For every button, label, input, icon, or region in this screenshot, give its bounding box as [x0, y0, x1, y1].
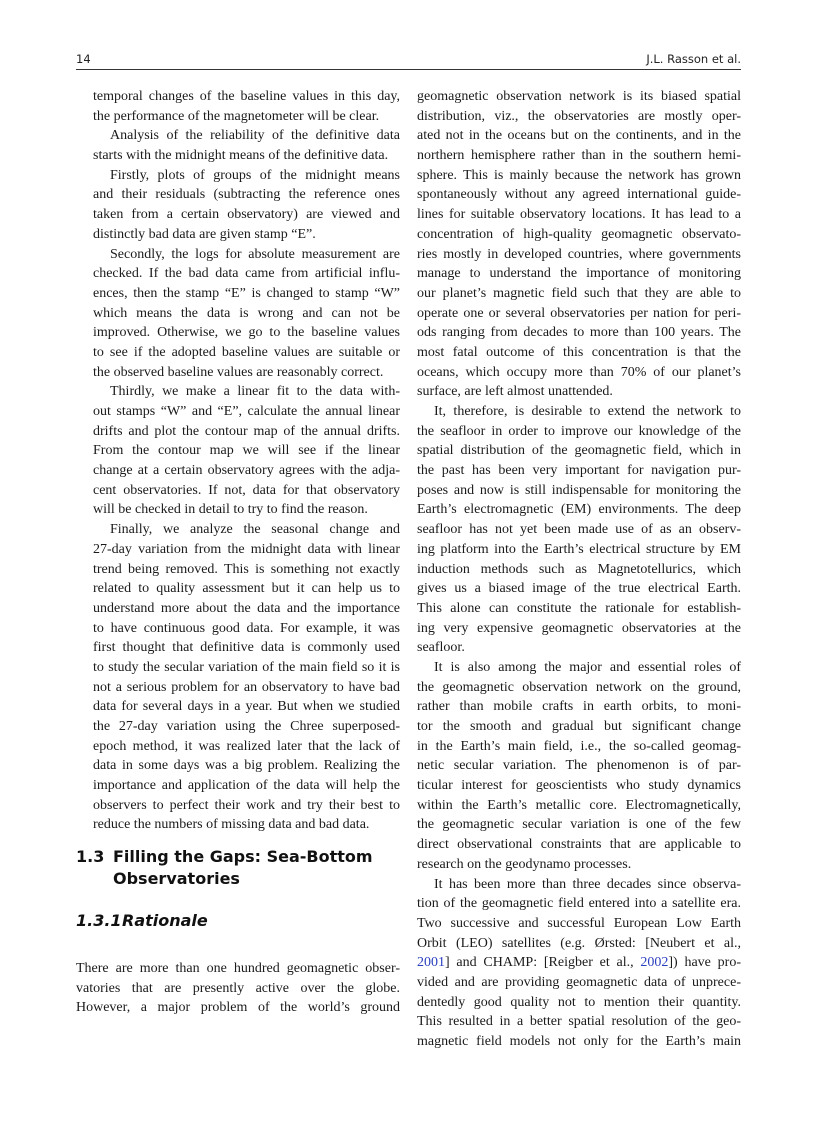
text-line: the 27-day variation using the Chree superposed- [93, 719, 400, 734]
text-line: manage to understand the importance of monitoring [417, 266, 741, 282]
paragraph [93, 87, 400, 126]
text-line: the past has been very important for navigation pur- [417, 463, 741, 479]
text-line: research on the geodynamo processes. [417, 856, 632, 872]
text-line: netic secular variation. The phenomenon is of par- [417, 758, 741, 774]
text-line: spontaneously without any agreed international guide- [417, 187, 741, 203]
text-line: within the Earth’s metallic core. Electromagnetically, [417, 797, 741, 813]
text-line: Secondly, the logs for absolute measurement are [110, 246, 400, 262]
text-line: 27-day variation from the midnight data with linear [93, 541, 400, 557]
subsection-title: Rationale [122, 911, 208, 930]
paragraph [417, 402, 741, 658]
text-line: vatories that are presently active over the globe. [76, 980, 400, 996]
paragraph [76, 959, 400, 1018]
text-line: Orbit (LEO) satellites (e.g. Ørsted: [Neubert et al., [417, 935, 741, 951]
citation-link[interactable]: 2001 [417, 955, 445, 971]
text-line: temporal changes of the baseline values in this day, [93, 89, 400, 104]
text-line: ated not in the oceans but on the continents, and in the [417, 128, 741, 144]
text-line: in the Earth’s main field, i.e., the so-called geomag- [417, 738, 741, 754]
page-number: 14 [76, 52, 91, 66]
text-line: spatial distribution of the geomagnetic field, which in [417, 443, 741, 459]
left-column-bottom-text [76, 959, 400, 1018]
text-line: understand more about the data and the importance [93, 600, 400, 616]
text-line: gives us a biased image of the true electrical Earth. [417, 581, 741, 597]
text-line: our planet’s magnetic field such that they are able to [417, 285, 741, 301]
text-line: ing very expensive geomagnetic observatories at the [417, 620, 741, 636]
text-line: From the contour map we will see if the linear [93, 443, 400, 459]
text-line: sphere. This is mainly because the network has grown [417, 167, 741, 183]
text-line: the observed baseline values are reasonably correct. [93, 364, 384, 380]
section-title-line1: Filling the Gaps: Sea-Bottom [113, 847, 373, 866]
text-line: vided and are providing geomagnetic data of unprece- [417, 974, 741, 990]
text-line: tor the smooth and gradual but significant change [417, 719, 741, 734]
text-line: importance and application of the data will help the [93, 778, 400, 794]
text-segment: ]) have pro- [668, 955, 741, 971]
text-line: most fatal outcome of this concentration is that the [417, 344, 741, 360]
text-line: seafloor has not yet been made use of as an observ- [417, 522, 741, 538]
paragraph [93, 126, 400, 165]
text-line: trend being removed. This is something not exactly [93, 561, 400, 577]
text-line: This resulted in a better spatial resolution of the geo- [417, 1014, 741, 1030]
text-line: data in some days was a big problem. Realizing the [93, 758, 400, 774]
text-line: northern hemisphere rather than in the southern hemi- [417, 148, 741, 164]
text-line: oceans, which occupy more than 70% of our planet’s [417, 364, 741, 380]
text-line: tion of the geomagnetic field entered into a satellite era. [417, 896, 741, 912]
text-line: which means the data is wrong and can not be [93, 305, 400, 321]
right-column-text [417, 87, 741, 1052]
text-line: Earth’s electromagnetic (EM) environments. The deep [417, 502, 741, 518]
left-column-top-text [93, 87, 400, 835]
subsection-heading [76, 911, 208, 930]
text-line: However, a major problem of the world’s ground [76, 1000, 400, 1016]
section-title-line2: Observatories [113, 869, 240, 888]
text-line: ences, then the stamp “E” is changed to stamp “W” [93, 285, 400, 301]
text-line: distribution, viz., the observatories are mostly oper- [417, 108, 741, 124]
paragraph [93, 245, 400, 383]
text-line: There are more than one hundred geomagnetic obser- [76, 961, 400, 976]
text-line: and their residuals (subtracting the reference ones [93, 187, 400, 203]
text-line: Firstly, plots of groups of the midnight means [110, 167, 400, 183]
text-line: It, therefore, is desirable to extend the network to [434, 404, 741, 419]
subsection-number: 1.3.1 [76, 911, 122, 930]
text-line: out stamps “W” and “E”, calculate the annual linear [93, 404, 400, 419]
text-line: concentration of high-quality geomagnetic observato- [417, 226, 741, 242]
text-line: starts with the midnight means of the definitive data. [93, 148, 389, 164]
text-segment: ] and CHAMP: [Reigber et al., [445, 955, 641, 971]
text-line: It has been more than three decades since observa- [434, 876, 741, 892]
text-line: not a serious problem for an observatory to have bad [93, 679, 400, 695]
text-line: It is also among the major and essential roles of [434, 659, 741, 675]
text-line: change at a certain observatory agrees with the adja- [93, 463, 400, 479]
text-line: distinctly bad data are given stamp “E”. [93, 226, 316, 242]
header-rule [76, 69, 741, 70]
paragraph [417, 658, 741, 875]
text-line: first thought that definitive data is commonly used [93, 640, 400, 656]
text-line: rather than mobile crafts in earth orbits, to moni- [417, 699, 741, 715]
section-number: 1.3 [76, 847, 105, 866]
text-line: Finally, we analyze the seasonal change and [110, 522, 400, 538]
text-line: magnetic field models not only for the Earth’s main [417, 1034, 741, 1049]
text-line: to see if the adopted baseline values are suitable or [93, 344, 400, 360]
paragraph [417, 875, 741, 1052]
text-line: will be checked in detail to try to find the reason. [93, 502, 368, 518]
text-line: induction methods such as Magnetotellurics, which [417, 561, 741, 577]
paragraph [417, 87, 741, 402]
text-line: ods ranging from decades to more than 100 years. The [417, 325, 741, 341]
text-line: surface, are left almost unattended. [417, 384, 613, 400]
paragraph [93, 166, 400, 245]
text-line: ries mostly in developed countries, where governments [417, 246, 741, 262]
text-line: taken from a certain observatory) are viewed and [93, 207, 400, 223]
text-line [417, 953, 741, 973]
running-head: J.L. Rasson et al. [646, 52, 741, 66]
section-heading [76, 846, 373, 890]
text-line: Thirdly, we make a linear fit to the data with- [110, 384, 400, 400]
text-line: poses and now is still indispensable for monitoring the [417, 482, 741, 498]
text-line: the seafloor in order to improve our knowledge of the [417, 423, 741, 439]
paragraph [93, 382, 400, 520]
text-line: dentedly good quality not to mention their quantity. [417, 994, 741, 1010]
text-line: ticular interest for geoscientists who study dynamics [417, 778, 741, 794]
citation-link[interactable]: 2002 [640, 955, 669, 971]
text-line: lines for suitable observatory locations. It has lead to a [417, 207, 741, 223]
text-line: the geomagnetic observation network on the ground, [417, 679, 741, 695]
text-line: direct observational constraints that are applicable to [417, 837, 741, 853]
text-line: ing platform into the Earth’s electrical structure by EM [417, 541, 741, 557]
text-line: the geomagnetic secular variation is one of the few [417, 817, 741, 833]
text-line: Analysis of the reliability of the definitive data [110, 128, 400, 144]
text-line: improved. Otherwise, we go to the baseline values [93, 325, 400, 341]
paragraph [93, 520, 400, 835]
text-line: operate one or several observatories per nation for peri- [417, 305, 741, 321]
text-line: seafloor. [417, 640, 465, 656]
text-line: observers to perfect their work and try their best to [93, 797, 400, 813]
text-line: Two successive and successful European Low Earth [417, 915, 741, 931]
text-line: cent observatories. If not, data for that observatory [93, 482, 400, 498]
text-line: to study the secular variation of the main field so it is [93, 659, 400, 675]
text-line: data for several days in a year. But when we studied [93, 699, 400, 715]
text-line: drifts and plot the contour map of the annual drifts. [93, 423, 400, 439]
text-line: the performance of the magnetometer will be clear. [93, 108, 380, 124]
text-line: checked. If the bad data came from artificial influ- [93, 266, 400, 282]
text-line: to have continuous good data. For example, it was [93, 620, 400, 636]
text-line: related to quality assessment but it can help us to [93, 581, 400, 597]
text-line: geomagnetic observation network is its biased spatial [417, 89, 741, 104]
text-line: This alone can constitute the rationale for establish- [417, 600, 741, 616]
text-line: reduce the numbers of missing data and bad data. [93, 817, 370, 833]
text-line: epoch method, it was realized later that the lack of [93, 738, 400, 754]
